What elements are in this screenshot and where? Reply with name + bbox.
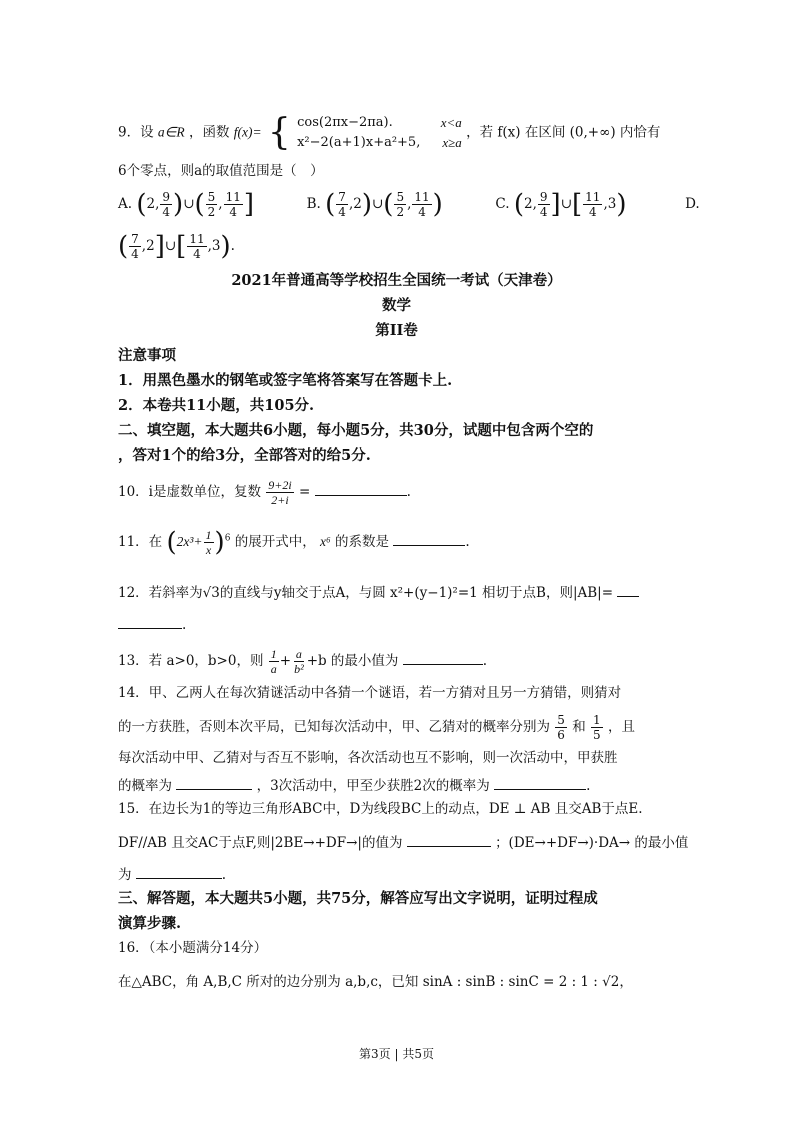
question-9-options: A. (2, $\frac{9}{4}$ )∪( $\frac{5}{2}$ , $\frac{11}{4}$ ] B. ( $\frac{7}{4}$ ,2)∪( $\frac{5}{2}$ , $\frac{11}{4}$ ) C. (2, $\frac{9}{4}$ ]∪[ $\frac{11}{4}$ ,3) D.	[118, 189, 700, 220]
q14-and: 和	[572, 719, 586, 735]
question-15-line-1: 15．在边长为1的等边三角形ABC中，D为线段BC上的动点，DE ⊥ AB 且交AB于点E.	[118, 801, 643, 817]
q14-denominator-1: 6	[557, 728, 565, 742]
q10-prefix: 10．i是虚数单位，复数	[118, 484, 261, 500]
q13-numerator-1: 1	[270, 647, 277, 661]
exam-subject: 数学	[382, 297, 411, 314]
q11-expr: 2x³+	[176, 534, 203, 549]
q9-case-2-expr: x²−2(a+1)x+a²+5,	[297, 135, 421, 150]
q11-fraction	[204, 528, 214, 557]
q9-case-1-expr: cos(2πx−2πa).	[297, 115, 393, 130]
q10-equals: =	[299, 484, 311, 500]
q13-denominator-1: a	[270, 662, 277, 676]
q13-end: .	[482, 653, 488, 669]
exam-title: 2021年普通高等学校招生全国统一考试（天津卷）	[231, 272, 562, 289]
q11-power: 6	[224, 533, 231, 544]
exam-volume: 第II卷	[375, 322, 418, 339]
q14-line-4-mid: ，3次活动中，甲至少获胜2次的概率为	[256, 778, 490, 794]
q9-piecewise	[297, 113, 462, 153]
notes-heading: 注意事项	[118, 347, 176, 364]
note-1: 1．用黑色墨水的钢笔或签字笔将答案写在答题卡上.	[118, 372, 453, 389]
q12-answer-blank-2[interactable]	[118, 614, 182, 629]
question-14-line-4	[118, 775, 648, 796]
q11-mid: 的展开式中，	[234, 534, 316, 550]
q15-line-2-start: DF//AB 且交AC于点F,则|2BE→+DF→|的值为	[118, 835, 403, 851]
q13-numerator-2: a	[295, 647, 302, 661]
q9-option-a-label: A.	[118, 196, 133, 212]
q9-prefix: 9．设	[118, 124, 154, 141]
question-12-line-2	[118, 614, 648, 635]
q13-fraction-1	[269, 647, 279, 676]
q15-line-2-mid: ；(DE→+DF→)·DA→ 的最小值	[495, 835, 689, 851]
q14-end: .	[586, 778, 591, 794]
q9-function: f(x)=	[233, 124, 262, 140]
q10-numerator: 9+2i	[268, 478, 292, 492]
q12-answer-blank-1[interactable]	[617, 582, 639, 597]
section-3-line-2: 演算步骤.	[118, 915, 182, 932]
q11-prefix: 11．在	[118, 534, 163, 550]
question-14-line-2	[118, 713, 648, 742]
q13-fraction-2	[292, 647, 306, 676]
question-15-line-3	[118, 864, 648, 885]
question-12-line-1	[118, 582, 648, 603]
q9-mid: ，函数	[188, 124, 230, 141]
section-3-line-1: 三、解答题，本大题共5小题，共75分，解答应写出文字说明，证明过程成	[118, 890, 598, 907]
q14-fraction-2	[591, 713, 603, 742]
q10-answer-blank[interactable]	[315, 481, 407, 496]
note-2: 2．本卷共11小题，共105分.	[118, 397, 315, 414]
q14-line-2-text: 的一方获胜，否则本次平局，已知每次活动中，甲、乙猜对的概率分别为	[118, 719, 550, 735]
question-9-line-2: 6个零点，则a的取值范围是（ ）	[118, 163, 324, 179]
q13-tail: +b 的最小值为	[306, 653, 399, 669]
question-9-option-d: ( $\frac{7}{4}$ ,2]∪[ $\frac{11}{4}$ ,3).	[118, 231, 235, 262]
q14-numerator-2: 1	[593, 713, 601, 727]
q9-option-b-label: B.	[306, 196, 321, 212]
q11-suffix: 的系数是	[335, 534, 390, 550]
q10-denominator: 2+i	[271, 493, 289, 507]
q15-end: .	[221, 867, 227, 883]
section-2-line-2: ，答对1个的给3分，全部答对的给5分.	[118, 447, 371, 464]
q14-numerator-1: 5	[557, 713, 565, 727]
q11-answer-blank[interactable]	[393, 531, 465, 546]
q11-denominator: x	[205, 543, 212, 557]
q9-option-c-label: C.	[495, 196, 510, 212]
q15-answer-blank-2[interactable]	[136, 864, 222, 879]
q9-case-2-cond: x≥a	[442, 135, 462, 150]
q14-answer-blank-1[interactable]	[176, 775, 252, 790]
q9-brace: {	[267, 112, 291, 153]
question-9-line-1	[118, 112, 661, 153]
question-13	[118, 647, 648, 676]
q9-case-1-cond: x<a	[440, 115, 462, 130]
section-2-line-1: 二、填空题，本大题共6小题，每小题5分，共30分，试题中包含两个空的	[118, 422, 594, 439]
q10-fraction	[266, 478, 293, 507]
q14-line-4-start: 的概率为	[118, 778, 172, 794]
question-10	[118, 478, 648, 507]
q11-term: x⁶	[320, 534, 331, 549]
q14-line-2-end: ，且	[607, 719, 635, 735]
question-14-line-1: 14．甲、乙两人在每次猜谜活动中各猜一个谜语，若一方猜对且另一方猜错，则猜对	[118, 685, 622, 701]
q10-end: .	[406, 484, 411, 500]
q13-plus: +	[279, 653, 292, 669]
page-footer: 第3页 | 共5页	[359, 1047, 434, 1061]
q9-set: a∈R	[157, 124, 185, 140]
q12-text: 12．若斜率为√3的直线与y轴交于点A，与圆 x²+(y−1)²=1 相切于点B，则|AB|=	[118, 585, 614, 601]
q15-answer-blank-1[interactable]	[407, 832, 491, 847]
question-14-line-3: 每次活动中甲、乙猜对与否互不影响，各次活动也互不影响，则一次活动中，甲获胜	[118, 750, 618, 766]
q9-suffix: ，若 f(x) 在区间 (0,+∞) 内恰有	[466, 124, 661, 141]
q13-denominator-2: b²	[294, 662, 304, 676]
question-16-line-2: 在△ABC，角 A,B,C 所对的边分别为 a,b,c，已知 sinA : sinB : sinC = 2 : 1 : √2，	[118, 974, 633, 990]
q14-fraction-1	[555, 713, 567, 742]
q15-line-3-start: 为	[118, 867, 132, 883]
question-15-line-2	[118, 832, 689, 853]
q11-end: .	[465, 534, 470, 550]
q12-end: .	[182, 617, 187, 633]
q11-numerator: 1	[205, 528, 212, 542]
question-16-line-1: 16．（本小题满分14分）	[118, 940, 268, 956]
q13-prefix: 13．若 a>0，b>0，则	[118, 653, 264, 669]
q13-answer-blank[interactable]	[403, 650, 483, 665]
q14-answer-blank-2[interactable]	[494, 775, 586, 790]
question-11: 11．在 (2x³+ $\frac{1}{x}$ )$^6$ 的展开式中， x⁶ 的系数是 .	[118, 527, 470, 558]
q14-denominator-2: 5	[593, 728, 601, 742]
q9-option-d-label: D.	[685, 196, 700, 212]
